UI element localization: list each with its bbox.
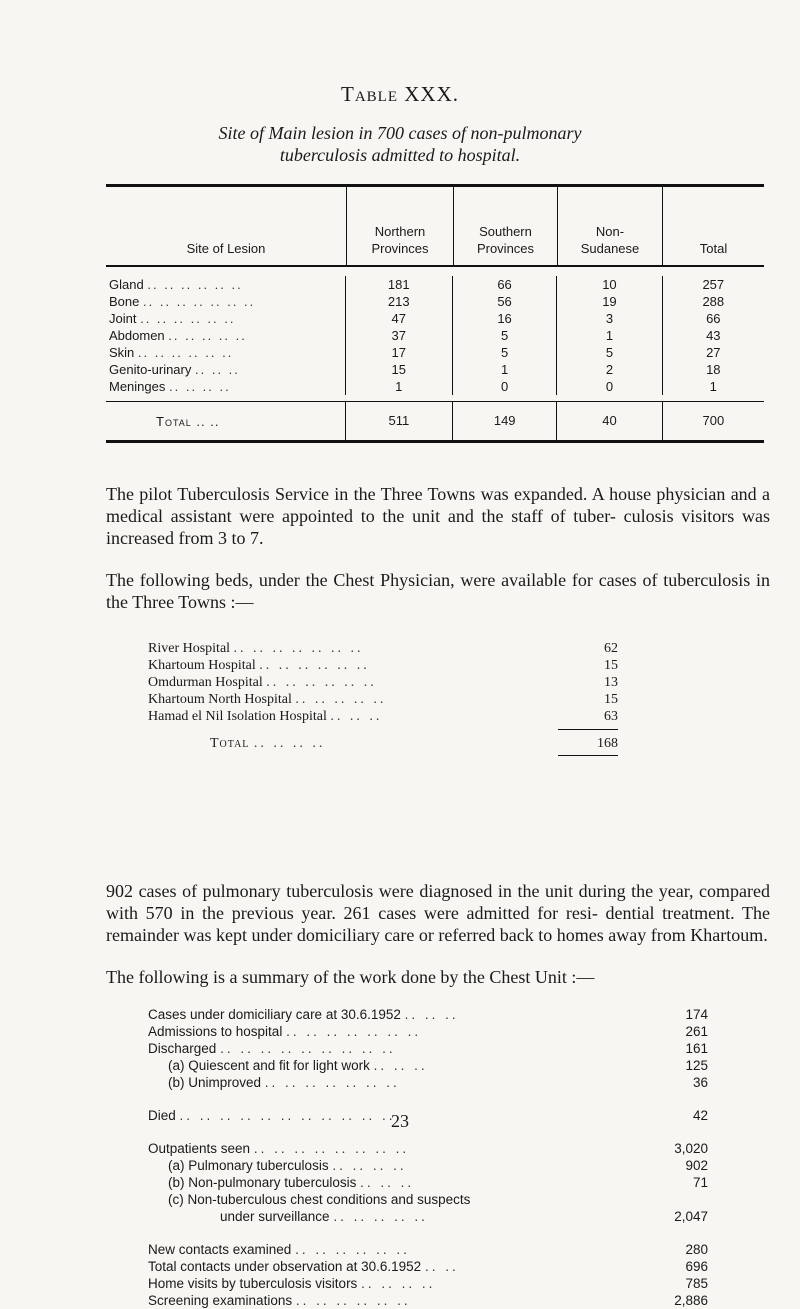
list-item: Died .. .. .. .. .. .. .. .. .. .. .. 42 (148, 1108, 708, 1123)
table-row: Gland .. .. .. .. .. .. 181 66 10 257 (106, 276, 764, 293)
list-item: Outpatients seen .. .. .. .. .. .. .. .. 3,020 (148, 1141, 708, 1156)
table-row: Joint .. .. .. .. .. .. 47 16 3 66 (106, 310, 764, 327)
page-number: 23 (391, 1111, 409, 1131)
list-item: Khartoum North Hospital .. .. .. .. .. 15 (148, 692, 618, 707)
table-row: Skin .. .. .. .. .. .. 17 5 5 27 (106, 344, 764, 361)
header-total: Total (662, 187, 764, 265)
sum-rule-bottom (558, 755, 618, 756)
list-item: (c) Non-tuberculous chest conditions and suspects (168, 1192, 471, 1207)
header-northern: Northern Provinces (346, 187, 453, 265)
table-row: Genito-urinary .. .. .. 15 1 2 18 (106, 361, 764, 378)
list-item: New contacts examined .. .. .. .. .. .. 280 (148, 1242, 708, 1257)
table-total-row: Total .. .. 511 149 40 700 (106, 402, 764, 443)
header-site: Site of Lesion (186, 241, 266, 256)
list-item: (b) Non-pulmonary tuberculosis .. .. .. 71 (168, 1175, 708, 1190)
table-row: Bone .. .. .. .. .. .. .. 213 56 19 288 (106, 293, 764, 310)
list-item: under surveillance .. .. .. .. .. 2,047 (220, 1209, 708, 1224)
list-item: Admissions to hospital .. .. .. .. .. .. .. 261 (148, 1024, 708, 1039)
list-item: (b) Unimproved .. .. .. .. .. .. .. 36 (168, 1075, 708, 1090)
table-row: Abdomen .. .. .. .. .. 37 5 1 43 (106, 327, 764, 344)
beds-list (148, 640, 618, 756)
list-item: Discharged .. .. .. .. .. .. .. .. .. 161 (148, 1041, 708, 1056)
sum-rule (558, 729, 618, 730)
list-item: Omdurman Hospital .. .. .. .. .. .. 13 (148, 675, 618, 690)
table-body (106, 267, 764, 402)
paragraph-summary-intro: The following is a summary of the work done by the Chest Unit :— (106, 967, 595, 987)
table-header (106, 187, 764, 267)
lesion-table (106, 184, 764, 443)
list-item: Hamad el Nil Isolation Hospital .. .. .. 63 (148, 709, 618, 724)
list-item: River Hospital .. .. .. .. .. .. .. 62 (148, 641, 618, 656)
beds-total: Total .. .. .. .. 168 (210, 736, 618, 751)
list-item: Cases under domiciliary care at 30.6.1952 .. .. .. 174 (148, 1007, 708, 1022)
list-item: (a) Pulmonary tuberculosis .. .. .. .. 902 (168, 1158, 708, 1173)
table-row: Meninges .. .. .. .. 1 0 0 1 (106, 378, 764, 395)
subtitle-line-1: Site of Main lesion in 700 cases of non-pulmonary (218, 123, 582, 143)
table-title: Table XXX. (341, 82, 459, 106)
list-item: Total contacts under observation at 30.6.1952 .. .. 696 (148, 1259, 708, 1274)
header-southern: Southern Provinces (453, 187, 557, 265)
work-summary-list (148, 1006, 708, 1309)
list-item: Screening examinations .. .. .. .. .. .. 2,886 (148, 1293, 708, 1308)
header-non-sudanese: Non- Sudanese (557, 187, 662, 265)
list-item: (a) Quiescent and fit for light work .. .. .. 125 (168, 1058, 708, 1073)
list-item: Khartoum Hospital .. .. .. .. .. .. 15 (148, 658, 618, 673)
table-subtitle (0, 122, 800, 166)
subtitle-line-2: tuberculosis admitted to hospital. (279, 145, 521, 165)
paragraph-pilot-service: The pilot Tuberculosis Service in the Three Towns was expanded. A house physician and a medical assistant were appointed to the unit and the staff of tuber- culosis visitors was increased from 3 to 7. (106, 484, 770, 548)
paragraph-beds-intro: The following beds, under the Chest Physician, were available for cases of tuberculosis in the Three Towns :— (106, 570, 770, 612)
list-item: Home visits by tuberculosis visitors .. .. .. .. 785 (148, 1276, 708, 1291)
paragraph-pulmonary-cases: 902 cases of pulmonary tuberculosis were diagnosed in the unit during the year, compared with 570 in the previous year. 261 cases were admitted for resi- dential treatment. The remainder was kept under domiciliary care or referred back to homes away from Khartoum. (106, 881, 770, 945)
